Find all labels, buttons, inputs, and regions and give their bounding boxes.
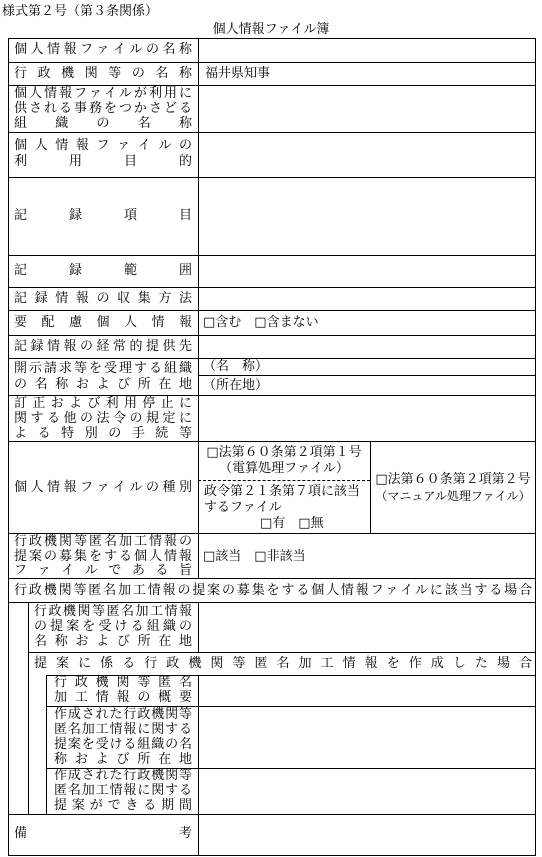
- special-label-line3: よ る 特 別 の 手 続 等: [14, 426, 192, 441]
- anon-label-line3: フ ァ イ ル で あ る 旨: [14, 563, 192, 578]
- special-label-line1: 訂正および利用停止に: [14, 396, 192, 411]
- type-option1-sub-choices[interactable]: □有 □無: [260, 516, 324, 531]
- anon-options[interactable]: □該当 □非該当: [203, 549, 306, 564]
- request-name: （名 称）: [203, 359, 269, 374]
- type-option2-note: （マニュアル処理ファイル）: [375, 489, 531, 503]
- request-address: （所在地）: [203, 378, 269, 393]
- items-label: 記 録 項 目: [14, 208, 192, 223]
- type-option2[interactable]: □法第６０条第２項第２号: [375, 472, 531, 487]
- purpose-label-line2: 利 用 目 的: [14, 154, 192, 169]
- anon-created-org-line3: 提案を受ける組織の名: [54, 737, 192, 752]
- special-label-line2: 関する他の法令の規定に: [14, 411, 192, 426]
- anon-case-heading: 行政機関等匿名加工情報の提案の募集をする個人情報ファイルに該当する場合: [14, 583, 532, 598]
- anon-created-org-line1: 作成された行政機関等: [54, 707, 192, 722]
- scope-label: 記 録 範 囲: [14, 263, 192, 278]
- org-label-line3: 組 織 の 名 称: [14, 116, 192, 131]
- anon-period-line1: 作成された行政機関等: [54, 768, 192, 783]
- anon-org-label-line2: の提案を受ける組織の: [34, 619, 192, 634]
- form-title: 個人情報ファイル簿: [212, 22, 330, 37]
- type-option1-sub-line1: 政令第２１条第７項に該当: [204, 484, 361, 499]
- sensitive-options[interactable]: □含む □含まない: [203, 315, 319, 330]
- type-label: 個人情報ファイルの種別: [14, 480, 192, 495]
- form-number: 様式第２号（第３条関係）: [2, 4, 159, 19]
- provision-label: 記録情報の経常的提供先: [14, 339, 192, 354]
- request-org-label-line2: の 名 称 お よ び 所 在 地: [14, 377, 192, 392]
- anon-period-line3: 提 案 が で き る 期 間: [54, 798, 192, 813]
- anon-org-label-line1: 行政機関等匿名加工情報: [34, 604, 192, 619]
- anon-label-line1: 行政機関等匿名加工情報の: [14, 534, 192, 549]
- anon-create-heading: 提 案 に 係 る 行 政 機 関 等 匿 名 加 工 情 報 を 作 成 し た 場 合: [34, 656, 532, 671]
- type-option1[interactable]: □法第６０条第２項第１号: [206, 445, 362, 460]
- collection-label: 記録情報の収集方法: [14, 291, 192, 306]
- purpose-label-line1: 個 人 情 報 フ ァ イ ル の: [14, 138, 192, 153]
- type-option1-note: （電算処理ファイル）: [219, 461, 349, 476]
- anon-summary-label-line1: 行 政 機 関 等 匿 名: [54, 675, 192, 690]
- sensitive-label: 要 配 慮 個 人 情 報: [14, 315, 192, 330]
- anon-created-org-line4: 称 お よ び 所 在 地: [54, 752, 192, 767]
- agency-value: 福井県知事: [205, 66, 271, 81]
- anon-created-org-line2: 匿名加工情報に関する: [54, 722, 192, 737]
- agency-label: 行 政 機 関 等 の 名 称: [14, 66, 192, 81]
- file-name-label: 個人情報ファイルの名称: [14, 42, 192, 57]
- anon-label-line2: 提案の募集をする個人情報: [14, 549, 192, 564]
- org-label-line1: 個人情報ファイルが利用に: [14, 86, 192, 101]
- request-org-label-line1: 開示請求等を受理する組織: [14, 361, 192, 376]
- anon-period-line2: 匿名加工情報に関する: [54, 783, 192, 798]
- anon-org-label-line3: 名 称 お よ び 所 在 地: [34, 634, 192, 649]
- type-option1-sub-line2: するファイル: [204, 500, 282, 515]
- anon-summary-label-line2: 加 工 情 報 の 概 要: [54, 690, 192, 705]
- remarks-label: 備 考: [14, 826, 192, 841]
- org-label-line2: 供される事務をつかさどる: [14, 101, 192, 116]
